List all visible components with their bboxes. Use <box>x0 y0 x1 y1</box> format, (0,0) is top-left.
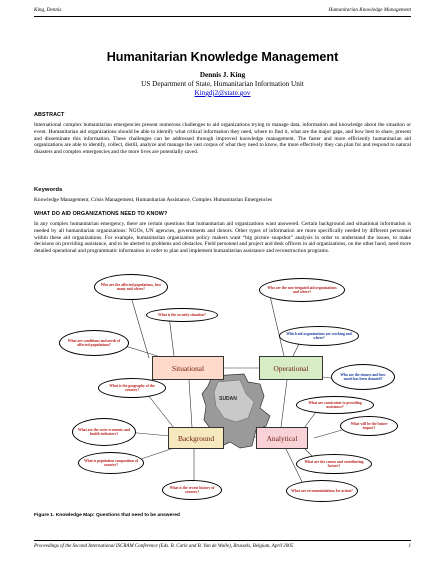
category-box-situational: Situational <box>152 356 224 380</box>
figure-caption: Figure 1. Knowledge Map: Questions that need to be answered <box>34 513 180 518</box>
author-affiliation: US Department of State, Humanitarian Information Unit <box>141 80 304 88</box>
question-bubble-security: What is the security situation? <box>146 308 218 322</box>
question-bubble-which: Which aid organizations are working and where? <box>279 326 359 346</box>
question-bubble-geography: What is the geography of the country? <box>98 378 166 398</box>
author-email[interactable] <box>0 89 445 97</box>
connector-ngo <box>270 296 284 356</box>
keywords-text: Knowledge Management, Crisis Management, Humanitarian Assistance, Complex Humanitarian Emergencies <box>34 197 273 203</box>
email-link[interactable]: Kingdj2@state.gov <box>194 89 251 97</box>
connector-op-an <box>281 380 287 427</box>
question-bubble-ngo: Who are the non-irrigated aid organizations and where? <box>259 278 345 302</box>
abstract-text: International complex humanitarian emergencies present numerous challenges to aid organizations trying to manage data, information and knowledge about the situation or event. Humanitarian aid organizations should be able to identify what critical information they need, where to find it, what are the major gaps, and how best to share, present and disseminate this information. These challenges can be addressed through improved knowledge management. The faster and more efficiently humanitarian aid organizations are able to identify, collect, distill, analyze and manage the vast corpus of what they need to know, the more effectively they can plan for and respond to natural disasters and complex emergencies and the more lives are potentially saved. <box>34 122 411 155</box>
author-name: Dennis J. King <box>199 71 246 79</box>
question-bubble-history: What is the recent history of country? <box>162 480 222 500</box>
question-bubble-causes: What are the causes and contributing factors? <box>296 454 372 474</box>
paper-title: Humanitarian Knowledge Management <box>106 50 339 64</box>
connector-security <box>169 316 174 356</box>
map-center-label: SUDAN <box>219 396 237 402</box>
section-text-what: In any complex humanitarian emergency, there are certain questions that humanitarian aid organizations want answered. Certain background and situational information is needed by all humanitarian organizations: NGOs, UN agencies, governments and donors. Other types of information are more specifically needed by different personnel within these aid organizations. For example, humanitarian organization policy makers want “big picture snapshot” analysis in order to understand the issues, to make decisions on providing assistance, and to be alerted to problems and obstacles. Field personnel and project and desk officers in aid organizations, on the other hand, need more detailed operational and programmatic information in order to plan and implement humanitarian assistance and reconstruction programs. <box>34 221 411 254</box>
running-header-author: King, Dennis <box>34 7 62 13</box>
connector-sit-bg <box>189 380 192 427</box>
question-bubble-recommend: What are recommendations for action? <box>286 480 358 502</box>
question-bubble-population: What is population composition of country? <box>78 452 144 474</box>
knowledge-map-figure <box>34 270 411 510</box>
knowledge-map-connectors <box>34 270 411 510</box>
question-bubble-constraints: What are constraints to providing assistance? <box>296 396 374 414</box>
footer-proceedings: Proceedings of the Second International ISCRAM Conference (Eds. B. Carle and B. Van de Walle), Brussels, Belgium, April 2005 <box>34 544 294 549</box>
category-box-operational: Operational <box>259 356 323 380</box>
page-number: 1 <box>408 544 411 549</box>
footer-rule <box>34 540 411 541</box>
connector-affected <box>129 290 149 358</box>
question-bubble-conditions: What are conditions and needs of affected populations? <box>59 330 129 356</box>
section-heading-what: WHAT DO AID ORGANIZATIONS NEED TO KNOW? <box>34 211 168 217</box>
question-bubble-affected: Who are the affected populations, how many and where? <box>94 274 168 300</box>
abstract-heading: ABSTRACT <box>34 112 65 118</box>
question-bubble-future: What will be the future impact? <box>340 416 398 436</box>
running-header-title: Humanitarian Knowledge Management <box>328 7 411 13</box>
keywords-heading: Keywords <box>34 187 63 193</box>
question-bubble-donors: Who are the donors and how much has been donated? <box>331 364 395 390</box>
question-bubble-socio: What are the socio-economic and health indicators? <box>72 418 136 446</box>
category-box-analytical: Analytical <box>256 427 308 449</box>
category-box-background: Background <box>168 427 224 449</box>
header-rule <box>34 16 411 17</box>
